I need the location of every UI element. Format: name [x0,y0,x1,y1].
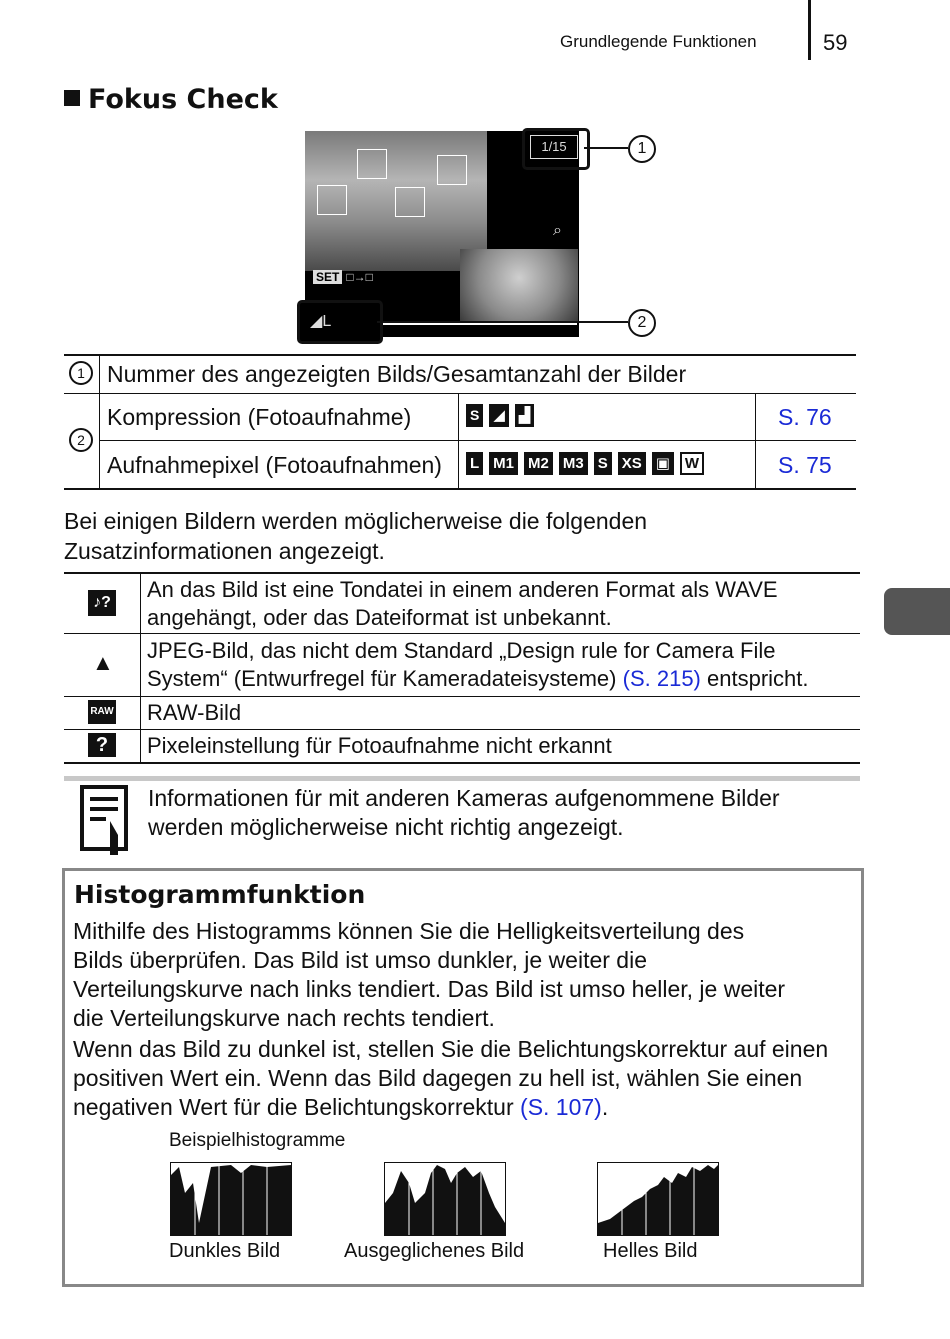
note-divider [64,776,860,781]
image-counter: 1/15 [530,135,578,159]
compression-indicator: ◢L [310,313,332,330]
table-rule [64,633,860,634]
table-col-divider [458,394,459,489]
row-number-1: 1 [69,361,93,385]
table-rule [64,488,856,490]
section-title [64,84,278,115]
superfine-icon: S [466,404,483,427]
raw-icon: RAW [88,700,116,724]
pixel-icons [466,452,710,475]
callout-line-2 [377,321,628,323]
fine-icon: ◢ [489,404,509,427]
sound-unknown-icon: ♪? [88,590,116,616]
dcf-page-link[interactable]: (S. 215) [622,666,701,691]
size-m3-icon: M3 [559,452,588,475]
face-frame [357,149,387,179]
section-title-text: Fokus Check [88,84,278,115]
table-col-divider [755,394,756,489]
unknown-pixel-icon: ? [88,733,116,757]
note-text: Informationen für mit anderen Kameras aufgenommene Bilder werden möglicherweise nicht richtig angezeigt. [148,785,780,840]
table-col-divider [99,355,100,489]
size-s-icon: S [594,452,612,475]
row-number-2: 2 [69,428,93,452]
compression-page-link[interactable]: S. 76 [778,404,832,430]
memo-icon [80,785,132,855]
histogram-bright [597,1162,719,1236]
histogram-paragraph-2 [73,1035,848,1122]
size-m1-icon: M1 [489,452,518,475]
compression-label: Kompression (Fotoaufnahme) [107,404,412,430]
running-header: Grundlegende Funktionen [560,32,757,51]
callout-line-1 [584,147,628,149]
histogram-paragraph-1: Mithilfe des Histogramms können Sie die Helligkeitsverteilung des Bilds überprüfen. Das Bild ist umso dunkler, je weiter die Verteilungskurve nach links tendiert. Das Bild ist umso heller, je weiter die Verteilungskurve nach rechts tendiert. [73,918,786,1031]
header-divider [808,0,811,60]
zoomed-face [460,249,578,321]
table-rule [64,354,856,356]
pixels-label: Aufnahmepixel (Fotoaufnahmen) [107,452,442,478]
set-label: SET [313,270,342,284]
size-l-icon: L [466,452,483,475]
callout-1: 1 [628,135,656,163]
chapter-tab [884,588,950,635]
table-rule [64,729,860,730]
table-col-divider [140,573,141,763]
table-rule [64,762,860,764]
face-frame [437,155,467,185]
caption-dark: Dunkles Bild [169,1240,281,1262]
intro-paragraph: Bei einigen Bildern werden möglicherweise die folgenden Zusatzinformationen angezeigt. [64,508,648,564]
unknown-pixel-text: Pixeleinstellung für Fotoaufnahme nicht erkannt [147,733,612,758]
counter-callout-box [522,128,590,170]
face-frame [317,185,347,215]
sound-info-text: An das Bild ist eine Tondatei in einem anderen Format als WAVE angehängt, oder das Dateiformat ist unbekannt. [147,577,778,630]
examples-label: Beispielhistogramme [169,1130,346,1151]
face-frame [395,187,425,217]
table-rule [64,696,860,697]
jpeg-info-post: entspricht. [707,666,809,691]
histogram-paragraph-2-end: . [601,1094,609,1120]
pixels-page-link[interactable]: S. 75 [778,452,832,478]
set-indicator [313,270,373,284]
table-rule [99,440,856,441]
jpeg-info-text [147,637,859,693]
table-rule [64,572,860,574]
callout-2: 2 [628,309,656,337]
histogram-dark [170,1162,292,1236]
page-number: 59 [823,30,848,55]
table-rule [64,393,856,394]
jpeg-info-pre: JPEG-Bild, das nicht dem Standard „Design rule for Camera File System“ (Entwurfregel für Kameradateisysteme) [147,638,776,691]
caption-balanced: Ausgeglichenes Bild [344,1240,525,1262]
exposure-page-link[interactable]: (S. 107) [520,1094,602,1120]
size-xs-icon: XS [618,452,646,475]
size-m2-icon: M2 [524,452,553,475]
magnify-icon: ⌕ [553,222,562,239]
normal-icon: ▟ [515,404,535,427]
compression-label: L [322,313,332,330]
histogram-balanced [384,1162,506,1236]
bullet-square-icon [64,90,80,106]
frame-switch-icon: □→□ [346,270,373,284]
raw-text: RAW-Bild [147,700,242,725]
histogram-paragraph-2-text: Wenn das Bild zu dunkel ist, stellen Sie die Belichtungskorrektur auf einen positiven Wert ein. Wenn das Bild dagegen zu hell ist, wählen Sie einen negativen Wert für die Belichtungskorrektur [73,1036,829,1120]
row1-text: Nummer des angezeigten Bilds/Gesamtanzahl der Bilder [107,361,687,387]
histogram-title: Histogrammfunktion [74,880,366,909]
widescreen-icon: W [680,452,704,475]
compression-icons [466,404,540,427]
caption-bright: Helles Bild [603,1240,698,1262]
warning-icon: ▲ [92,650,114,675]
postcard-icon: ▣ [652,452,674,475]
